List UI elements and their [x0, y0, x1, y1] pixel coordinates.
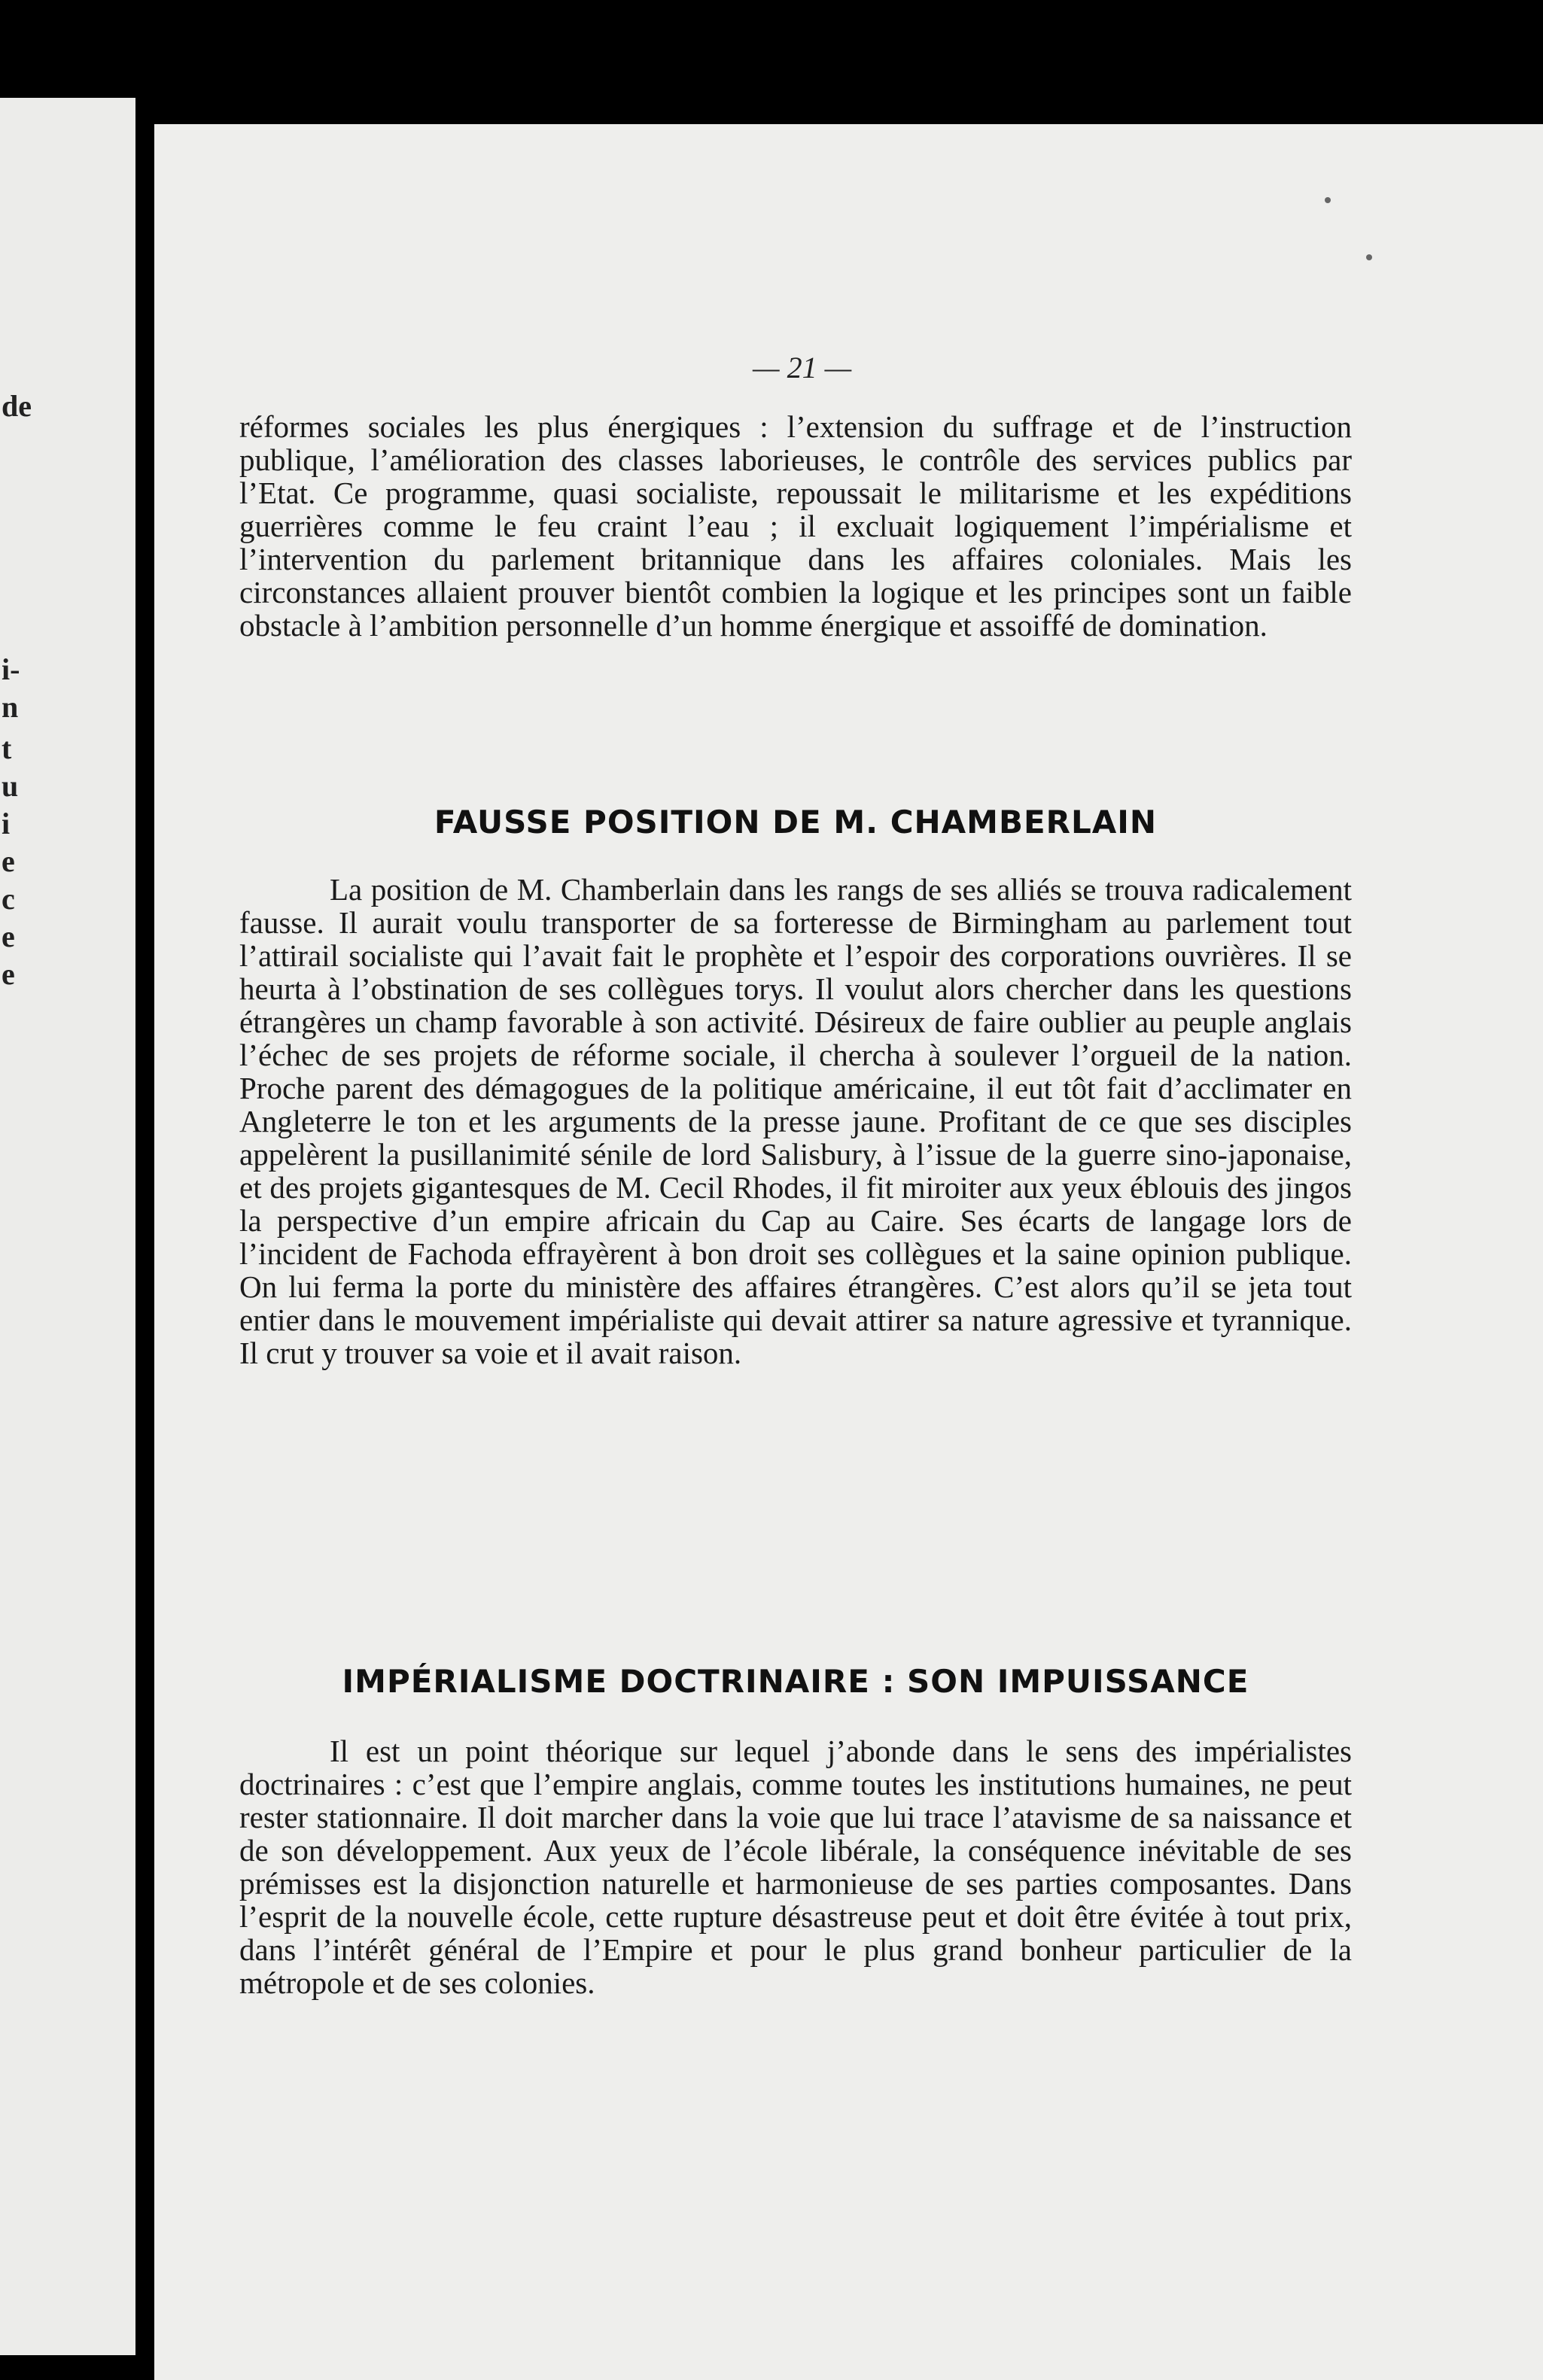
- facing-page-fragment: t: [2, 731, 12, 765]
- text-block-3: [239, 1734, 1352, 1999]
- facing-page-fragment: e: [2, 844, 15, 878]
- paragraph-3: Il est un point théorique sur lequel j’abonde dans le sens des impérialistes doctrinaires : c’est que l’empire anglais, comme toutes les institutions humaines, ne peut rester stationnaire. Il doit marcher dans la voie que lui trace l’atavisme de sa naissance et de son développement. Aux yeux de l’école libérale, la conséquence inévitable de ses prémisses est la disjonction naturelle et harmonieuse de ses parties composantes. Dans l’esprit de la nouvelle école, cette rupture désastreuse peut et doit être évitée à tout prix, dans l’intérêt général de l’Empire et pour le plus grand bonheur particulier de la métropole et de ses colonies.: [239, 1734, 1352, 2000]
- facing-page-fragment: e: [2, 919, 15, 953]
- facing-page-fragment: i-: [2, 652, 20, 686]
- page-number: — 21 —: [753, 351, 852, 385]
- facing-page-fragment: i: [2, 807, 11, 840]
- section-heading-2: IMPÉRIALISME DOCTRINAIRE : SON IMPUISSANCE: [342, 1663, 1249, 1700]
- section-heading-1: FAUSSE POSITION DE M. CHAMBERLAIN: [434, 804, 1158, 840]
- page-speck: [1366, 254, 1372, 260]
- paragraph-1: réformes sociales les plus énergiques : l’extension du suffrage et de l’instruction publique, l’amélioration des classes laborieuses, le contrôle des services publics par l’Etat. Ce programme, quasi socialiste, repoussait le militarisme et les expéditions guerrières comme le feu craint l’eau ; il excluait logiquement l’impérialisme et l’intervention du parlement britannique dans les affaires coloniales. Mais les circonstances allaient prouver bientôt combien la logique et les principes sont un faible obstacle à l’ambition personnelle d’un homme énergique et assoiffé de domination.: [239, 409, 1352, 643]
- facing-page-fragment: c: [2, 882, 15, 916]
- facing-page-fragment: n: [2, 690, 19, 724]
- facing-page-fragment: de: [2, 389, 32, 423]
- facing-page-edge: [0, 98, 135, 2355]
- facing-page-fragment: e: [2, 957, 15, 991]
- text-block-1: [239, 410, 1352, 642]
- paragraph-2: La position de M. Chamberlain dans les rangs de ses alliés se trouva radicalement fausse. Il aurait voulu transporter de sa forteresse de Birmingham au parlement tout l’attirail socialiste qui l’avait fait le prophète et l’espoir des corporations ouvrières. Il se heurta à l’obstination de ses collègues torys. Il voulut alors chercher dans les questions étrangères un champ favorable à son activité. Désireux de faire oublier au peuple anglais l’échec de ses projets de réforme sociale, il chercha à soulever l’orgueil de la nation. Proche parent des démagogues de la politique américaine, il eut tôt fait d’acclimater en Angleterre le ton et les arguments de la presse jaune. Profitant de ce que ses disciples appelèrent la pusillanimité sénile de lord Salisbury, à l’issue de la guerre sino-japonaise, et des projets gigantesques de M. Cecil Rhodes, il fit miroiter aux yeux éblouis des jingos la perspective d’un empire africain du Cap au Caire. Ses écarts de langage lors de l’incident de Fachoda effrayèrent à bon droit ses collègues et la saine opinion publique. On lui ferma la porte du ministère des affaires étrangères. C’est alors qu’il se jeta tout entier dans le mouvement impérialiste qui devait attirer sa nature agressive et tyrannique. Il crut y trouver sa voie et il avait raison.: [239, 872, 1352, 1370]
- page-speck: [1325, 197, 1331, 203]
- facing-page-fragment: u: [2, 769, 19, 803]
- text-block-2: [239, 873, 1352, 1369]
